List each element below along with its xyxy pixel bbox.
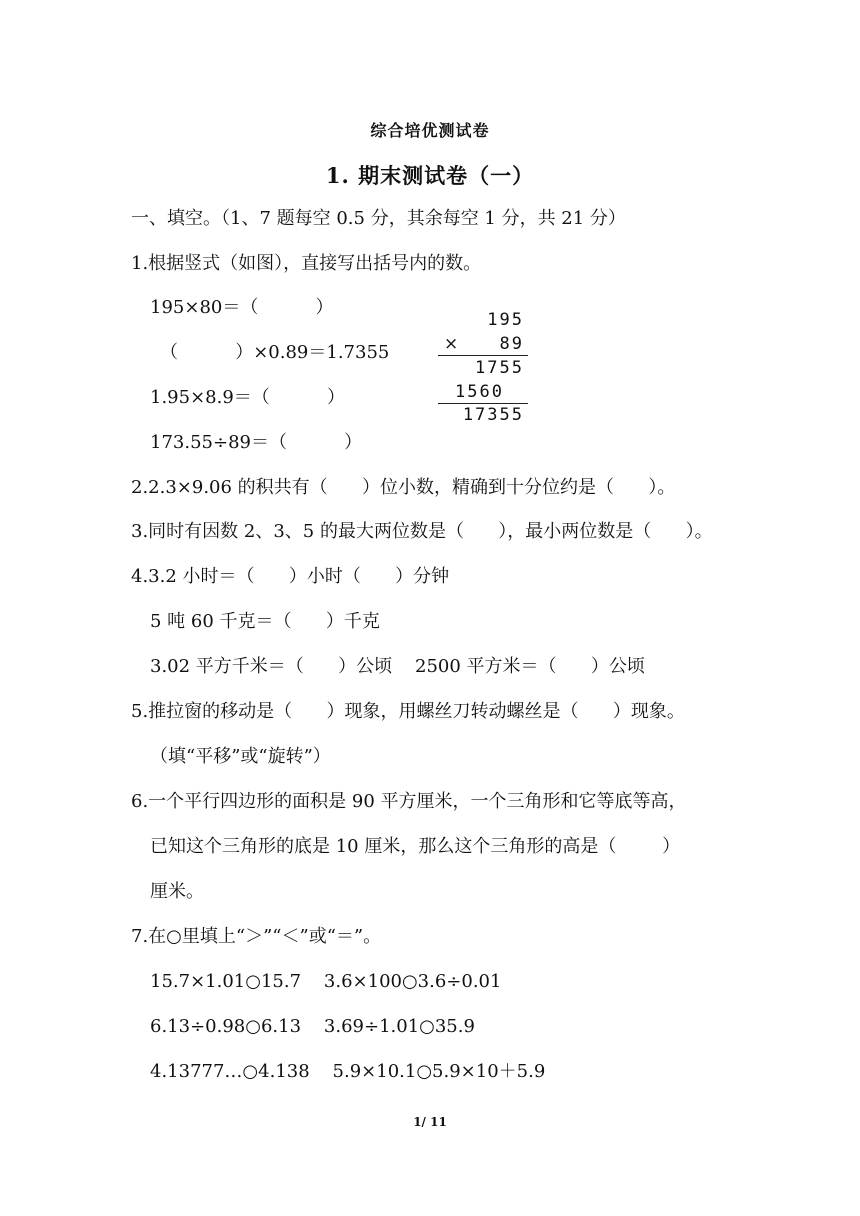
- multiply-sign: ×: [444, 334, 459, 354]
- question-7-line-1: 15.7×1.01○15.7 3.6×100○3.6÷0.01: [150, 971, 502, 992]
- question-4-line-2: 5 吨 60 千克＝（ ）千克: [150, 611, 380, 632]
- question-4-line-3: 3.02 平方千米＝（ ）公顷 2500 平方米＝（ ）公顷: [150, 656, 645, 677]
- question-1-stem: 1.根据竖式（如图），直接写出括号内的数。: [131, 253, 482, 274]
- question-1-item-3: 1.95×8.9＝（ ）: [150, 387, 346, 408]
- question-7-line-3: 4.13777…○4.138 5.9×10.1○5.9×10＋5.9: [150, 1061, 546, 1082]
- page-number: 1/ 11: [413, 1115, 447, 1129]
- calc-rule-1: [438, 355, 528, 356]
- multiplier: 89: [499, 334, 524, 354]
- question-4-line-1: 4.3.2 小时＝（ ）小时（ ）分钟: [131, 566, 450, 587]
- question-3: 3.同时有因数 2、3、5 的最大两位数是（ ），最小两位数是（ ）。: [131, 521, 713, 542]
- partial-product-2: 1560: [455, 382, 504, 402]
- question-7-stem: 7.在○里填上“＞”“＜”或“＝”。: [131, 926, 382, 947]
- section-heading: 一、填空。（1、7 题每空 0.5 分，其余每空 1 分，共 21 分）: [131, 208, 626, 229]
- question-6-line-3: 厘米。: [150, 881, 204, 902]
- question-1-item-1: 195×80＝（ ）: [150, 297, 334, 318]
- question-7-line-2: 6.13÷0.98○6.13 3.69÷1.01○35.9: [150, 1016, 475, 1037]
- question-1-item-2: （ ）×0.89＝1.7355: [160, 342, 390, 363]
- question-5-line-1: 5.推拉窗的移动是（ ）现象，用螺丝刀转动螺丝是（ ）现象。: [131, 701, 685, 722]
- product: 17355: [462, 405, 524, 425]
- calc-rule-2: [438, 403, 528, 404]
- partial-product-1: 1755: [475, 358, 524, 378]
- question-6-line-2: 已知这个三角形的底是 10 厘米，那么这个三角形的高是（ ）: [150, 836, 681, 857]
- vertical-multiplication: [436, 308, 532, 428]
- question-6-line-1: 6.一个平行四边形的面积是 90 平方厘米，一个三角形和它等底等高，: [131, 791, 687, 812]
- paper-title: 1. 期末测试卷（一）: [325, 163, 535, 188]
- question-5-line-2: （填“平移”或“旋转”）: [150, 746, 331, 767]
- question-2: 2.2.3×9.06 的积共有（ ）位小数，精确到十分位约是（ ）。: [131, 477, 676, 498]
- multiplicand: 195: [487, 310, 524, 330]
- series-title: 综合培优测试卷: [370, 121, 490, 140]
- question-1-item-4: 173.55÷89＝（ ）: [150, 432, 363, 453]
